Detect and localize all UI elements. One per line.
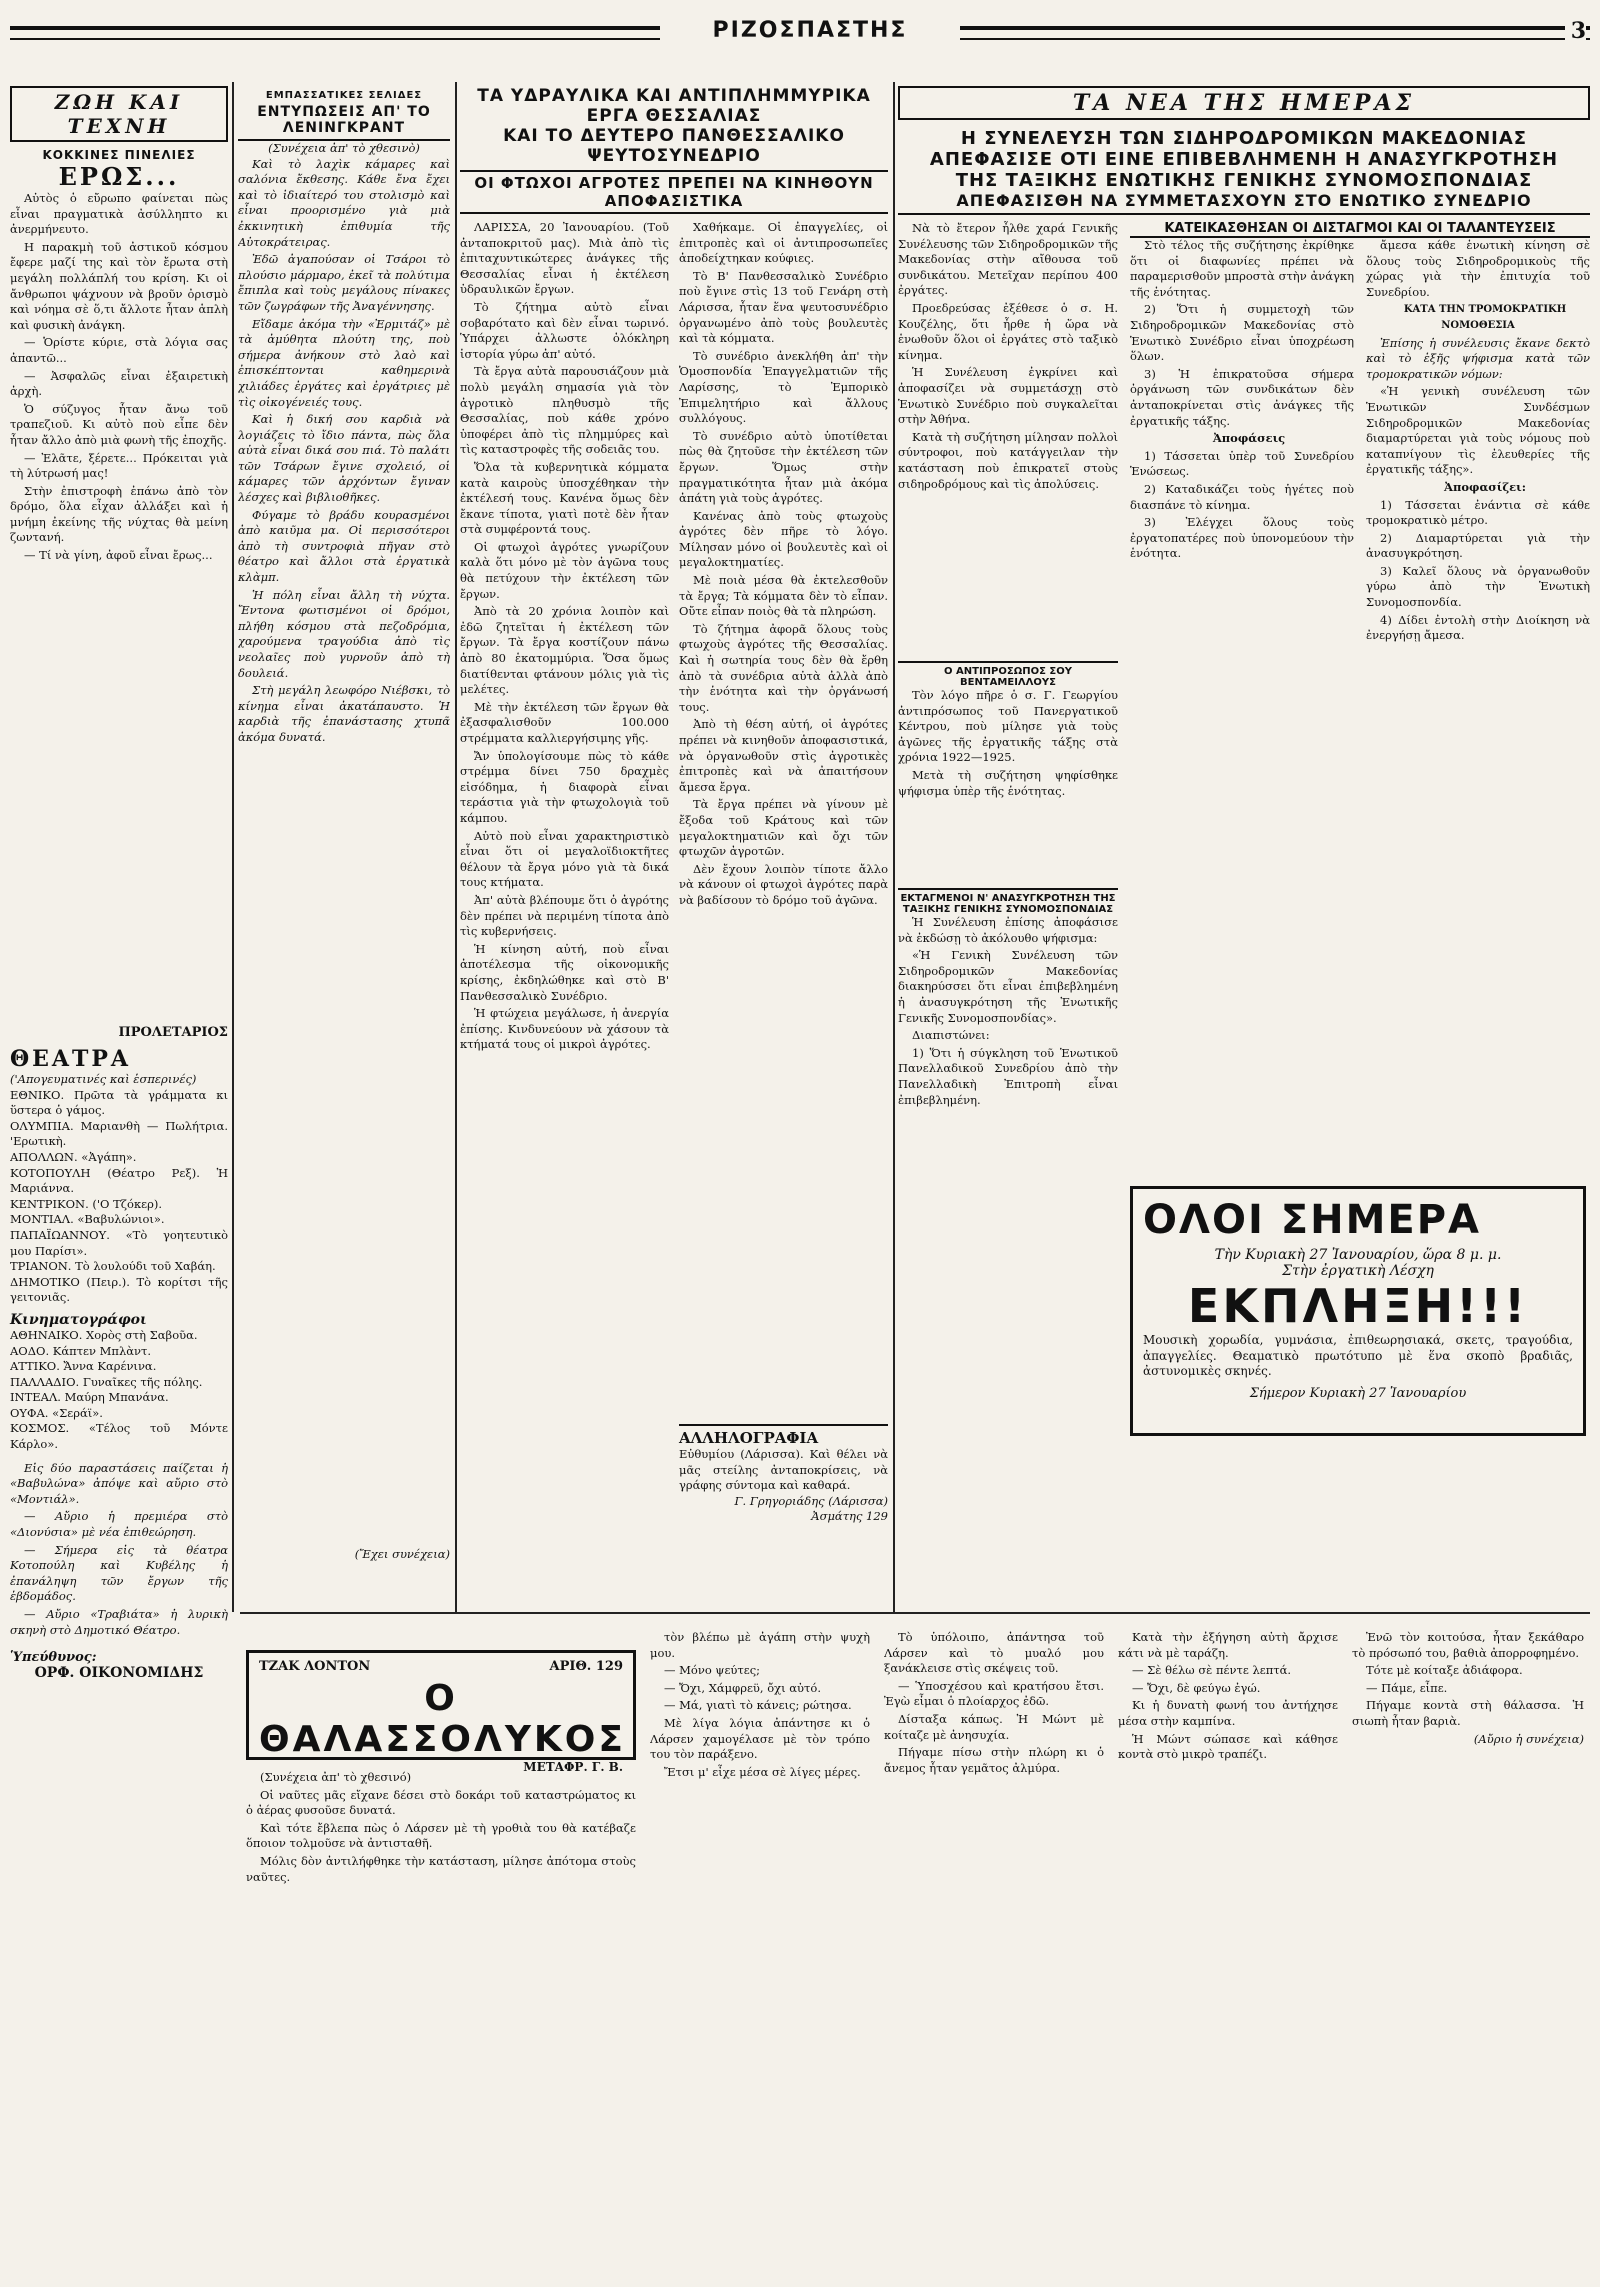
responsible-name: ΟΡΦ. ΟΙΚΟΝΟΜΙΔΗΣ [34, 1665, 204, 1682]
article-footer: (Ἔχει συνέχεια) [354, 1546, 450, 1561]
correspondence-body: Εὐθυμίου (Λάρισσα). Καὶ θέλει νὰ μᾶς στείλης ἀνταποκρίσεις, νὰ γράφης σύντομα καὶ καθαρά. [679, 1447, 888, 1493]
list-item: ΟΥΦΑ. «Σεράϊ». [10, 1405, 103, 1420]
paper-name: ΡΙΖΟΣΠΑΣΤΗΣ [660, 18, 960, 43]
section-news-of-day [898, 86, 1590, 1612]
correspondence-title: ΑΛΛΗΛΟΓΡΑΦΙΑ [679, 1424, 888, 1447]
article-title: ΕΡΩΣ... [58, 162, 180, 191]
article-column-1b: Τὸν λόγο πῆρε ὁ σ. Γ. Γεωργίου ἀντιπρόσωπος τοῦ Πανεργατικοῦ Κέντρου, ποὺ μίλησε γιὰ τοὺς ἀγῶνες τῆς ἐργατικῆς τάξης στὰ χρόνια 1922—1925. Μετὰ τὴ συζήτηση ψηφίσθηκε ψήφισμα ὑπὲρ τῆς ἑνότητας. [898, 688, 1118, 798]
responsible-label: Ὑπεύθυνος: [10, 1650, 97, 1666]
serial-title: Ο ΘΑΛΑΣΣΟΛΥΚΟΣ [259, 1678, 626, 1760]
serial-column-3: Τὸ ὑπόλοιπο, ἀπάντησα τοῦ Λάρσεν καὶ τὸ μυαλό μου ξανάκλεισε στὶς σκέψεις τοῦ. — Ὑποσχέσου καὶ κρατήσου ἔτσι. Ἐγὼ εἶμαι ὁ πλοίαρχος ἐδῶ. Δίσταξα κάπως. Ἡ Μώντ μὲ κοίταζε μὲ ἀνησυχία. Πήγαμε πίσω στὴν πλώρη κι ὁ ἄνεμος ἦταν γεμᾶτος ἀλμύρα. [884, 1630, 1104, 1775]
article-column-2: Στὸ τέλος τῆς συζήτησης ἐκρίθηκε ὅτι οἱ διαφωνίες πρέπει νὰ παραμερισθοῦν μπροστὰ στὴν ἀνάγκη τῆς ἑνότητας. 2) Ὅτι ἡ συμμετοχὴ τῶν Σιδηροδρομικῶν Μακεδονίας στὸ Ἑνωτικὸ Συνέδριο εἶναι ὑποχρέωση ὅλων. 3) Ἡ ἐπικρατοῦσα σήμερα ὀργάνωση τῶν συνδικάτων δὲν ἀνταποκρίνεται στὶς ἀνάγκες τῆς ἐργατικῆς τάξης. Ἀποφάσεις 1) Τάσσεται ὑπὲρ τοῦ Συνεδρίου Ἑνώσεως. 2) Καταδικάζει τοὺς ἡγέτες ποὺ διασπάνε τὸ κίνημα. 3) Ἐλέγχει ὅλους τοὺς ἐργατοπατέρες ποὺ ὑπονομεύουν τὴν ἑνότητα. [1130, 238, 1354, 561]
headline-3: ΟΙ ΦΤΩΧΟΙ ΑΓΡΟΤΕΣ ΠΡΕΠΕΙ ΝΑ ΚΙΝΗΘΟΥΝ ΑΠΟΦΑΣΙΣΤΙΚΑ [460, 170, 888, 214]
serial-title-box [246, 1650, 636, 1774]
article-column-b: Χαθήκαμε. Οἱ ἐπαγγελίες, οἱ ἐπιτροπὲς καὶ οἱ ἀντιπροσωπεῖες ἀποδείχτηκαν κούφιες. Τὸ Β' Πανθεσσαλικὸ Συνέδριο ποὺ ἔγινε στὶς 13 τοῦ Γενάρη στὴ Λάρισσα, ἦταν ἕνα ψευτοσυνέδριο ὀργανωμένο ἀπὸ τοὺς βουλευτὲς καὶ τὰ κόμματα. Τὸ συνέδριο ἀνεκλήθη ἀπ' τὴν Ὁμοσπονδία Ἐπαγγελματιῶν τῆς Λαρίσσης, τὸ Ἐμπορικὸ Ἐπιμελητήριο καὶ ἄλλους συλλόγους. Τὸ συνέδριο αὐτὸ ὑποτίθεται πὼς θὰ ζητοῦσε τὴν ἐκτέλεση τῶν ἔργων. Ὅμως στὴν πραγματικότητα ἦταν μιὰ ἀκόμα ἀπάτη γιὰ τοὺς ἀγρότες. Κανένας ἀπὸ τοὺς φτωχοὺς ἀγρότες δὲν πῆρε τὸ λόγο. Μίλησαν μόνο οἱ βουλευτὲς καὶ οἱ μεγαλοκτηματίες. Μὲ ποιὰ μέσα θὰ ἐκτελεσθοῦν τὰ ἔργα; Τὰ κόμματα δὲν τὸ εἶπαν. Οὔτε εἶπαν ποιὸς θὰ τὰ πληρώση. Τὸ ζήτημα ἀφορᾶ ὅλους τοὺς φτωχοὺς ἀγρότες τῆς Θεσσαλίας. Καὶ ἡ σωτηρία τους δὲν θὰ ἔρθη ἀπὸ τὰ συνέδρια αὐτὰ ἀλλὰ ἀπὸ τὴν ἑνότητα καὶ τὴν ὀργάνωσή τους. Ἀπὸ τὴ θέση αὐτή, οἱ ἀγρότες πρέπει νὰ κινηθοῦν ἀποφασιστικά, νὰ ὀργανωθοῦν στὶς ἀγροτικὲς ἐπιτροπὲς καὶ νὰ ἀπαιτήσουν ἄμεσα ἔργα. Τὰ ἔργα πρέπει νὰ γίνουν μὲ ἔξοδα τοῦ Κράτους καὶ τῶν μεγαλοκτηματιῶν καὶ ὄχι τῶν φτωχῶν ἀγροτῶν. Δὲν ἔχουν λοιπὸν τίποτε ἄλλο νὰ κάνουν οἱ φτωχοὶ ἀγρότες παρὰ νὰ βαδίσουν τὸ δρόμο τοῦ ἀγῶνα. [679, 220, 888, 907]
article-column-a: ΛΑΡΙΣΣΑ, 20 Ἰανουαρίου. (Τοῦ ἀνταποκριτοῦ μας). Μιὰ ἀπὸ τὶς ἐπιταχυντικώτερες ἀνάγκες τῆς Θεσσαλίας εἶναι ἡ ἐκτέλεση ὑδραυλικῶν ἔργων. Τὸ ζήτημα αὐτὸ εἶναι σοβαρότατο καὶ δὲν εἶναι τωρινό. Ὑπάρχει ἀλλωστε ὁλόκληρη ἱστορία γύρω ἀπ' αὐτό. Τὰ ἔργα αὐτὰ παρουσιάζουν μιὰ πολὺ μεγάλη σημασία γιὰ τὸν ἀγροτικὸ πληθυσμὸ τῆς Θεσσαλίας, ποὺ κάθε χρόνο ὑποφέρει ἀπὸ τὶς πλημμύρες καὶ τὶς καταστροφὲς τῆς σοδειᾶς του. Ὅλα τὰ κυβερνητικὰ κόμματα κατὰ καιροὺς ὑποσχέθηκαν τὴν ἐκτέλεσή τους. Κανένα ὅμως δὲν ἔκανε τίποτα, γιατὶ ποτὲ δὲν ἦταν στὰ συμφέροντά τους. Οἱ φτωχοὶ ἀγρότες γνωρίζουν καλὰ ὅτι μόνο μὲ τὸν ἀγῶνα τους θὰ πετύχουν τὴν ἐκτέλεση τῶν ἔργων. Ἀπὸ τὰ 20 χρόνια λοιπὸν καὶ ἐδῶ ζητεῖται ἡ ἐκτέλεση τῶν ἔργων. Τὰ ἔργα κοστίζουν πάνω ἀπὸ 80 ἑκατομμύρια. Ὅσα ὅμως διατίθενται φτάνουν μόλις γιὰ τὶς μελέτες. Μὲ τὴν ἐκτέλεση τῶν ἔργων θὰ ἐξασφαλισθοῦν 100.000 στρέμματα καλλιεργήσιμης γῆς. Ἄν ὑπολογίσουμε πὼς τὸ κάθε στρέμμα δίνει 750 δραχμὲς εἰσόδημα, ἡ διαφορὰ εἶναι τεράστια γιὰ τὴν φτωχολογιὰ τοῦ κάμπου. Αὐτὸ ποὺ εἶναι χαρακτηριστικὸ εἶναι ὅτι οἱ μεγαλοϊδιοκτῆτες θέλουν τὰ ἔργα μόνο γιὰ τὰ δικά τους κτήματα. Ἀπ' αὐτὰ βλέπουμε ὅτι ὁ ἀγρότης δὲν πρέπει νὰ περιμένη τίποτα ἀπὸ τὶς κυβερνήσεις. Ἡ κίνηση αὐτή, ποὺ εἶναι ἀποτέλεσμα τῆς οἰκονομικῆς κρίσης, ἐκδηλώθηκε καὶ στὸ Β' Πανθεσσαλικὸ Συνέδριο. Ἡ φτώχεια μεγάλωσε, ἡ ἀνεργία ἐπίσης. Κινδυνεύουν νὰ χάσουν τὰ κτήματά τους οἱ μικροὶ ἀγρότες. [460, 220, 669, 1052]
headline-1: Η ΣΥΝΕΛΕΥΣΗ ΤΩΝ ΣΙΔΗΡΟΔΡΟΜΙΚΩΝ ΜΑΚΕΔΟΝΙΑΣ [960, 128, 1528, 149]
theatre-listings [10, 1088, 228, 1306]
article-sub: (Συνέχεια ἀπ' τὸ χθεσινὸ) [268, 141, 420, 155]
list-item: ΚΕΝΤΡΙΚΟΝ. ('Ο Τζόκερ). [10, 1196, 162, 1211]
headline-4: ΑΠΕΦΑΣΙΣΘΗ ΝΑ ΣΥΜΜΕΤΑΣΧΟΥΝ ΣΤΟ ΕΝΩΤΙΚΟ ΣΥΝΕΔΡΙΟ [898, 191, 1590, 215]
list-item: ΑΤΤΙΚΟ. Ἄννα Καρένινα. [10, 1359, 157, 1374]
article-kicker: ΚΟΚΚΙΝΕΣ ΠΙΝΕΛΙΕΣ [42, 148, 196, 162]
serial-novel [240, 1620, 1590, 2270]
list-item: ΙΝΤΕΑΛ. Μαύρη Μπανάνα. [10, 1390, 169, 1405]
ad-place: Στὴν ἐργατικὴ Λέσχη [1282, 1263, 1434, 1279]
theatre-sub: ('Απογευματινές καὶ ἑσπερινές) [10, 1072, 197, 1086]
subhead-1: Ο ΑΝΤΙΠΡΟΣΩΠΟΣ ΣΟΥ ΒΕΝΤΑΜΕΙΛΛΟΥΣ [898, 661, 1118, 688]
list-item: ΠΑΛΛΑΔΙΟ. Γυναῖκες τῆς πόλης. [10, 1374, 203, 1389]
headline-2: ΑΠΕΦΑΣΙΣΕ ΟΤΙ ΕΙΝΕ ΕΠΙΒΕΒΛΗΜΕΝΗ Η ΑΝΑΣΥΓΚΡΟΤΗΣΗ [929, 149, 1559, 170]
ad-headline: ΕΚΠΛΗΞΗ!!! [1187, 1279, 1529, 1333]
serial-author: ΤΖΑΚ ΛΟΝΤΟΝ [259, 1659, 371, 1674]
list-item: ΟΛΥΜΠΙΑ. Μαριανθὴ — Πωλήτρια. 'Ερωτικὴ. [10, 1118, 228, 1149]
correspondence-signature-2: Ἀσμάτης 129 [811, 1509, 888, 1524]
list-item: ΑΘΗΝΑΙΚΟ. Χορὸς στὴ Σαβοῦα. [10, 1327, 198, 1342]
list-item: ΚΟΤΟΠΟΥΛΗ (Θέατρο Ρεξ). Ἡ Μαριάννα. [10, 1165, 228, 1196]
ad-date: Τὴν Κυριακὴ 27 Ἰανουαρίου, ὥρα 8 μ. μ. [1214, 1247, 1502, 1263]
cinema-title: Κινηματογράφοι [10, 1311, 147, 1328]
ad-title: ΟΛΟΙ ΣΗΜΕΡΑ [1143, 1197, 1481, 1243]
headline-2: ΚΑΙ ΤΟ ΔΕΥΤΕΡΟ ΠΑΝΘΕΣΣΑΛΙΚΟ ΨΕΥΤΟΣΥΝΕΔΡΙΟ [503, 126, 845, 166]
theatre-notes: Εἰς δύο παραστάσεις παίζεται ἡ «Βαβυλώνα» ἀπόψε καὶ αὔριο στὸ «Μοντιάλ». — Αὔριο ἡ πρεμιέρα στὸ «Διονύσια» μὲ νέα ἐπιθεώρηση. — Σήμερα εἰς τὰ θέατρα Κοτοπούλη καὶ Κυβέλης ἡ ἐπανάληψη τῶν ἔργων τῆς ἑβδομάδος. — Αὔριο «Τραβιάτα» ἡ λυρικὴ σκηνὴ στὸ Δημοτικό Θέατρο. [10, 1460, 228, 1637]
serial-column-4: Κατὰ τὴν ἐξήγηση αὐτὴ ἄρχισε κάτι νὰ μὲ ταράζη. — Σὲ θέλω σὲ πέντε λεπτά. — Ὄχι, δὲ φεύγω ἐγώ. Κι ἡ δυνατὴ φωνή του ἀντήχησε μέσα στὴν καμπίνα. Ἡ Μώντ σώπασε καὶ κάθησε κοντὰ στὸ μικρὸ τραπέζι. [1118, 1630, 1338, 1762]
list-item: ΜΟΝΤΙΑΛ. «Βαβυλώνιοι». [10, 1212, 165, 1227]
ad-footer: Σήμερον Κυριακὴ 27 Ἰανουαρίου [1249, 1385, 1467, 1401]
section-title: ΤΑ ΝΕΑ ΤΗΣ ΗΜΕΡΑΣ [898, 86, 1590, 120]
serial-column-5: Ἐνῶ τὸν κοιτούσα, ἦταν ξεκάθαρο τὸ πρόσωπό του, βαθιὰ ἀπορροφημένο. Τότε μὲ κοίταξε ἀδιάφορα. — Πάμε, εἶπε. Πήγαμε κοντὰ στὴ θάλασσα. Ἡ σιωπὴ ἦταν βαριὰ. (Αὔριο ἡ συνέχεια) [1352, 1630, 1584, 1746]
column-leningrad [238, 90, 450, 1605]
list-item: ΑΟΔΟ. Κάπτεν Μπλὰντ. [10, 1343, 152, 1358]
serial-number: ΑΡΙΘ. 129 [549, 1659, 623, 1674]
article-kicker: ΕΜΠΑΣΣΑΤΙΚΕΣ ΣΕΛΙΔΕΣ [265, 90, 423, 101]
article-body: Καὶ τὸ λαχὶκ κάμαρες καὶ σαλόνια ἔκθεσης. Κάθε ἔνα ἔχει καὶ τὸ ἰδιαίτερό του στολισμὸ καὶ εἶναι προορισμένο γιὰ μιὰ ἐκκινητικὴ ἐπιθυμία τῆς Αὐτοκράτειρας. Ἐδῶ ἀγαπούσαν οἱ Τσάροι τὸ πλούσιο μάρμαρο, ἐκεῖ τὰ πολύτιμα ἔπιπλα καὶ τοὺς μεγάλους πίνακες τῶν ζωγράφων τῆς Ἀναγέννησης. Εἴδαμε ἀκόμα τὴν «Ἐρμιτάζ» μὲ τὰ ἀμύθητα πλούτη της, ποὺ σήμερα ἀνήκουν στὸ λαὸ καὶ ἐπισκέπτονται καθημερινὰ χιλιάδες ἐργάτες καὶ ἐργάτριες μὲ τὶς οἰκογένειές τους. Καὶ ἡ δική σου καρδιὰ νὰ λογιάζεις τὸ ἴδιο πάντα, πὼς ὅλα αὐτὰ εἶναι δικά σου πιά. Τὸ παλάτι τῶν Τσάρων ἔγινε σχολειό, οἱ κάμαρες τῶν ἀρχόντων ἔγιναν λέσχες καὶ βιβλιοθῆκες. Φύγαμε τὸ βράδυ κουρασμένοι ἀπὸ καιῦμα μα. Οἱ περισσότεροι ἀπὸ τὴ συντροφιὰ πῆγαν στὸ θέατρο καὶ ἄλλοι στὰ ἐργατικὰ κλὰμπ. Ἡ πόλη εἶναι ἄλλη τὴ νύχτα. Ἔντονα φωτισμένοι οἱ δρόμοι, πλήθη κόσμου στὰ πεζοδρόμια, χαρούμενα τραγούδια ἀπὸ τὶς νεολαῖες ποὺ γυρνοῦν ἀπὸ τὴ δουλειά. Στὴ μεγάλη λεωφόρο Νιέβσκι, τὸ κίνημα εἶναι ἀκατάπαυστο. Ἡ καρδιὰ τῆς ἐπανάστασης χτυπᾶ ἀκόμα δυνατά. [238, 156, 450, 744]
list-item: ΤΡΙΑΝΟΝ. Τὸ λουλούδι τοῦ Χαβάη. [10, 1259, 216, 1274]
serial-column-1: (Συνέχεια ἀπ' τὸ χθεσινό) Οἱ ναῦτες μᾶς εἴχανε δέσει στὸ δοκάρι τοῦ καταστρώματος κι ὁ ἀέρας φυσοῦσε δυνατά. Καὶ τότε ἔβλεπα πὼς ὁ Λάρσεν μὲ τὴ γροθιὰ του θὰ κατέβαζε ὅποιον τολμοῦσε νὰ ἀντισταθῆ. Μόλις δὸν ἀντιλήφθηκε τὴν κατάσταση, μίλησε ἀπότομα στοὺς ναῦτες. [246, 1770, 636, 1884]
list-item: ΕΘΝΙΚΟ. Πρῶτα τὰ γράμματα κι ὕστερα ὁ γάμος. [10, 1087, 228, 1118]
masthead [10, 18, 1590, 80]
theatre-title: ΘΕΑΤΡΑ [10, 1046, 131, 1072]
list-item: ΚΟΣΜΟΣ. «Τέλος τοῦ Μόντε Κάρλο». [10, 1421, 228, 1452]
subhead-3: ΚΑΤΕΙΚΑΣΘΗΣΑΝ ΟΙ ΔΙΣΤΑΓΜΟΙ ΚΑΙ ΟΙ ΤΑΛΑΝΤΕΥΣΕΙΣ [1130, 221, 1590, 238]
list-item: ΔΗΜΟΤΙΚΟ (Πειρ.). Τὸ κορίτσι τῆς γειτονιᾶς. [10, 1274, 228, 1305]
article-thessaly [460, 86, 888, 1606]
column-zoi-kai-texni [10, 86, 228, 2276]
cinema-listings [10, 1328, 228, 1453]
serial-translator: ΜΕΤΑΦΡ. Γ. Β. [523, 1760, 623, 1774]
article-column-1: Νὰ τὸ ἔτερον ἦλθε χαρά Γενικῆς Συνέλευσης τῶν Σιδηροδρομικῶν τῆς Μακεδονίας στὴν αἴθουσα τοῦ συνδικάτου. Μετεῖχαν περίπου 400 ἐργάτες. Προεδρεύσας ἐξέθεσε ὁ σ. Η. Κουζέλης, ὅτι ἦρθε ἡ ὥρα νὰ ἑνωθοῦν ὅλοι οἱ ἐργάτες στὸ ταξικὸ κίνημα. Ἡ Συνέλευση ἐγκρίνει καὶ ἀποφασίζει νὰ συμμετάσχῃ στὸ Ἑνωτικὸ Συνέδριο ποὺ συγκαλεῖται στὴν Ἀθήνα. Κατὰ τὴ συζήτηση μίλησαν πολλοὶ σύντροφοι, ποὺ κατάγγειλαν τὴν κατάσταση ποὺ ἐπικρατεῖ στοὺς σιδηροδρόμους καὶ τὶς ἀπολύσεις. [898, 221, 1118, 491]
event-advertisement [1130, 1186, 1586, 1436]
article-title: ΕΝΤΥΠΩΣΕΙΣ ΑΠ' ΤΟ ΛΕΝΙΝΓΚΡΑΝΤ [238, 101, 450, 141]
headline-1: ΤΑ ΥΔΡΑΥΛΙΚΑ ΚΑΙ ΑΝΤΙΠΛΗΜΜΥΡΙΚΑ ΕΡΓΑ ΘΕΣΣΑΛΙΑΣ [477, 86, 871, 126]
article-column-1c: Ἡ Συνέλευση ἐπίσης ἀποφάσισε νὰ ἐκδώσῃ τὸ ἀκόλουθο ψήφισμα: «Ἡ Γενικὴ Συνέλευση τῶν Σιδηροδρομικῶν Μακεδονίας διακηρύσσει ὅτι εἶναι ἐπιβεβλημένη ἡ ἀνασυγκρότηση τῆς Ἑνωτικῆς Γενικῆς Συνομοσπονδίας». Διαπιστώνει: 1) Ὅτι ἡ σύγκληση τοῦ Ἑνωτικοῦ Πανελλαδικοῦ Συνεδρίου ἀπὸ τὴν Πανελλαδικὴ Ἐπιτροπὴ εἶναι ἐπιβεβλημένη. [898, 915, 1118, 1107]
section-title: ΖΩΗ ΚΑΙ ΤΕΧΝΗ [10, 86, 228, 142]
headline-3: ΤΗΣ ΤΑΞΙΚΗΣ ΕΝΩΤΙΚΗΣ ΓΕΝΙΚΗΣ ΣΥΝΟΜΟΣΠΟΝΔΙΑΣ [955, 170, 1533, 191]
correspondence-signature: Γ. Γρηγοριάδης (Λάρισσα) [734, 1493, 888, 1508]
page-number: 3 [1565, 18, 1586, 44]
ad-details: Μουσικὴ χορωδία, γυμνάσια, ἐπιθεωρησιακά, σκετς, τραγούδια, ἀπαγγελίες. Θεαματικὸ πρωτότυπο μὲ ἕνα σκοπὸ βραδιᾶς, ἀστυνομικὲς σκηνές. [1143, 1333, 1573, 1379]
article-signature: ΠΡΟΛΕΤΑΡΙΟΣ [118, 1025, 228, 1040]
list-item: ΠΑΠΑΪΩΑΝΝΟΥ. «Τὸ γοητευτικὸ μου Παρίσι». [10, 1227, 228, 1258]
article-column-3: ἄμεσα κάθε ἑνωτικὴ κίνηση σὲ ὅλους τοὺς Σιδηροδρομικοὺς τῆς χώρας γιὰ τὴν ἐπιτυχία τοῦ Συνεδρίου. ΚΑΤΑ ΤΗΝ ΤΡΟΜΟΚΡΑΤΙΚΗ ΝΟΜΟΘΕΣΙΑ Ἐπίσης ἡ συνέλευσις ἔκανε δεκτὸ καὶ τὸ ἑξῆς ψήφισμα κατὰ τῶν τρομοκρατικῶν νόμων: «Ἡ γενικὴ συνέλευση τῶν Ἑνωτικῶν Συνδέσμων Σιδηροδρομικῶν Μακεδονίας διαμαρτύρεται γιὰ τοὺς νόμους ποὺ καταπνίγουν τὶς ἐλευθερίες τῆς ἐργατικῆς τάξης». Ἀποφασίζει: 1) Τάσσεται ἐνάντια σὲ κάθε τρομοκρατικὸ μέτρο. 2) Διαμαρτύρεται γιὰ τὴν ἀνασυγκρότηση. 3) Καλεῖ ὅλους νὰ ὀργανωθοῦν γύρω ἀπὸ τὴν Ἑνωτικὴ Συνομοσπονδία. 4) Δίδει ἐντολὴ στὴν Διοίκηση νὰ ἐνεργήσῃ ἄμεσα. [1366, 238, 1590, 643]
article-body: Αὐτὸς ὁ εὔρωπο φαίνεται πὼς εἶναι πραγματικὰ ἀσύλληπτο κι ἀνερμήνευτο. Η παρακμὴ τοῦ ἀστικοῦ κόσμου ἔφερε μαζί της καὶ τὸν ἔρωτα στὴ μεγάλη πολλάπλή του κρίση. Κι οἱ ἄνθρωποι ψάχνουν νὰ βροῦν ὀρισμὸ καὶ νόημα σὲ ὅ,τι ἄλλοτε ἦταν ἁπλὴ καὶ φυσικὴ ἀνάγκη. — Ὁρίστε κύριε, στὰ λόγια σας ἀπαντῶ... — Ἀσφαλῶς εἶναι ἐξαιρετικὴ ἀρχὴ. Ὁ σύζυγος ἦταν ἄνω τοῦ τραπεζιοῦ. Κι αὐτὸ ποὺ εἶπε δὲν ἦταν ἄλλο ἀπὸ μιὰ φωνὴ τῆς ἐποχῆς. — Ἐλᾶτε, ξέρετε... Πρόκειται γιὰ τὴ λύτρωσή μας! Στὴν ἐπιστροφὴ ἐπάνω ἀπὸ τὸν δρόμο, ὅλα εἶχαν ἀλλάξει καὶ ἡ μνήμη ἐκείνης τῆς νύχτας θὰ μείνη ζωντανή. — Τί νὰ γίνη, ἀφοῦ εἶναι ἔρως... [10, 191, 228, 563]
subhead-2: ΕΚΤΑΓΜΕΝΟΙ Ν' ΑΝΑΣΥΓΚΡΟΤΗΣΗ ΤΗΣ ΤΑΞΙΚΗΣ ΓΕΝΙΚΗΣ ΣΥΝΟΜΟΣΠΟΝΔΙΑΣ [898, 888, 1118, 915]
list-item: ΑΠΟΛΛΩΝ. «Ἀγάπη». [10, 1149, 137, 1164]
serial-column-2: τὸν βλέπω μὲ ἀγάπη στὴν ψυχὴ μου. — Μόνο ψεύτες; — Ὄχι, Χάμφρεϋ, ὄχι αὐτό. — Μά, γιατὶ τὸ κάνεις; ρώτησα. Μὲ λίγα λόγια ἀπάντησε κι ὁ Λάρσεν χαμογέλασε μὲ τὸν τρόπο του τὸν παράξενο. Ἔτσι μ' εἶχε μέσα σὲ λίγες μέρες. [650, 1630, 870, 1779]
